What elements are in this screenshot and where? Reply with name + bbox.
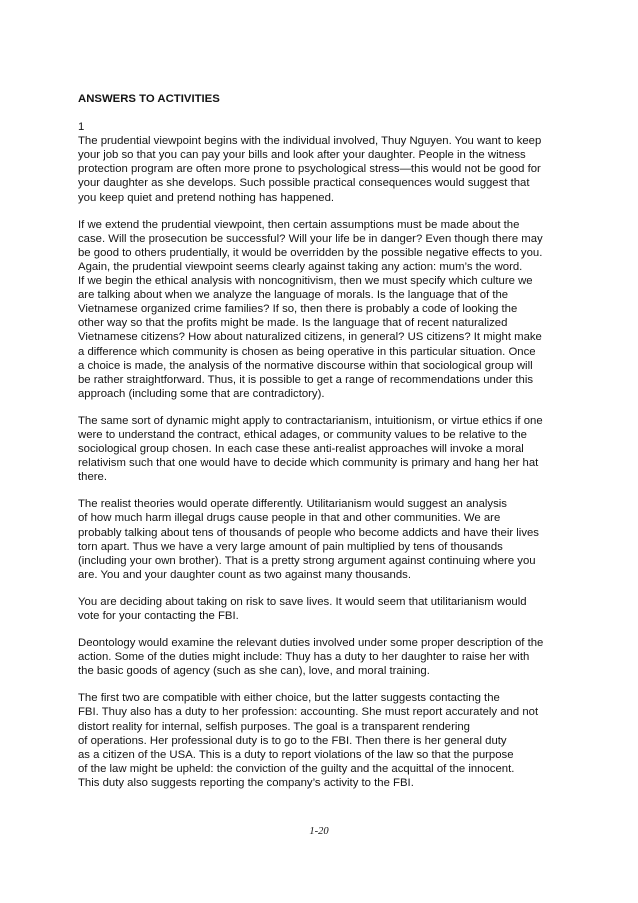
text-line: are. You and your daughter count as two against many thousands. <box>78 568 411 581</box>
text-line: Vietnamese citizens? How about naturalized citizens, in general? US citizens? It might make <box>78 331 542 344</box>
text-line: Vietnamese organized crime families? If so, then there is probably a code of looking the <box>78 303 518 316</box>
text-line: be rather straightforward. Thus, it is possible to get a range of recommendations under this <box>78 373 534 386</box>
text-line: approach (including some that are contradictory). <box>78 387 325 400</box>
text-line: sociological group chosen. In each case these anti-realist approaches will invoke a moral <box>78 443 524 456</box>
text-line: your job so that you can pay your bills and look after your daughter. People in the witness <box>78 149 526 162</box>
text-line: The same sort of dynamic might apply to contractarianism, intuitionism, or virtue ethics if one <box>78 414 543 427</box>
text-line: Deontology would examine the relevant duties involved under some proper description of the <box>78 637 544 650</box>
text-line: probably talking about tens of thousands of people who become addicts and have their lives <box>78 526 539 539</box>
text-line: protection program are often more prone to psychological stress—this would not be good for <box>78 163 541 176</box>
text-line: (including your own brother). That is a pretty strong argument against continuing where you <box>78 554 536 567</box>
text-line: The realist theories would operate differently. Utilitarianism would suggest an analysis <box>78 498 507 511</box>
text-line: of how much harm illegal drugs cause people in that and other communities. We are <box>78 512 501 525</box>
text-line: vote for your contacting the FBI. <box>78 610 239 622</box>
text-line: torn apart. Thus we have a very large amount of pain multiplied by tens of thousands <box>78 540 503 553</box>
document-body <box>78 92 570 803</box>
text-line: If we begin the ethical analysis with noncognitivism, then we must specify which culture we <box>78 275 533 288</box>
text-line: of operations. Her professional duty is to go to the FBI. Then there is her general duty <box>78 734 507 747</box>
text-line: your daughter as she develops. Such possible practical consequences would suggest that <box>78 177 530 190</box>
text-line: the basic goods of agency (such as she can), love, and moral training. <box>78 665 430 678</box>
paragraph <box>78 414 570 484</box>
text-line: are talking about when we analyze the language of morals. Is the language that of the <box>78 289 509 302</box>
text-line: of the law might be upheld: the conviction of the guilty and the acquittal of the innocent. <box>78 762 515 775</box>
text-line: action. Some of the duties might include: Thuy has a duty to her daughter to raise her with <box>78 651 530 664</box>
paragraph-container <box>78 120 570 790</box>
text-line: You are deciding about taking on risk to save lives. It would seem that utilitarianism would <box>78 595 527 608</box>
paragraph <box>78 218 570 274</box>
text-line: 1 <box>78 121 85 134</box>
paragraph <box>78 595 570 623</box>
paragraph <box>78 691 570 790</box>
text-line: a difference which community is chosen as being operative in this particular situation. Once <box>78 345 536 358</box>
text-line: Again, the prudential viewpoint seems clearly against taking any action: mum’s the word. <box>78 260 523 273</box>
section-heading: ANSWERS TO ACTIVITIES <box>78 93 220 105</box>
paragraph <box>78 120 570 205</box>
text-line: relativism such that one would have to decide which community is primary and hang her hat <box>78 457 539 470</box>
text-line: a choice is made, the analysis of the normative discourse within that sociological group will <box>78 359 533 372</box>
text-line: be good to others prudentially, it would be overridden by the possible negative effects to you. <box>78 246 543 259</box>
text-line: distort reality for internal, selfish purposes. The goal is a transparent rendering <box>78 720 470 733</box>
text-line: other way so that the profits might be made. Is the language that of recent naturalized <box>78 317 508 330</box>
text-line: The first two are compatible with either choice, but the latter suggests contacting the <box>78 692 500 705</box>
text-line: were to understand the contract, ethical adages, or community values to be relative to the <box>78 428 527 441</box>
text-line: there. <box>78 471 108 484</box>
text-line: This duty also suggests reporting the company’s activity to the FBI. <box>78 776 414 789</box>
page-number: 1-20 <box>309 826 329 837</box>
text-line: The prudential viewpoint begins with the individual involved, Thuy Nguyen. You want to keep <box>78 135 542 148</box>
paragraph <box>78 497 570 582</box>
text-line: If we extend the prudential viewpoint, then certain assumptions must be made about the <box>78 218 520 231</box>
text-line: as a citizen of the USA. This is a duty to report violations of the law so that the purpose <box>78 748 514 761</box>
paragraph <box>78 274 570 401</box>
text-line: you keep quiet and pretend nothing has happened. <box>78 191 335 204</box>
text-line: FBI. Thuy also has a duty to her profession: accounting. She must report accurately and not <box>78 706 539 719</box>
paragraph <box>78 636 570 678</box>
text-line: case. Will the prosecution be successful? Will your life be in danger? Even though there may <box>78 232 543 245</box>
